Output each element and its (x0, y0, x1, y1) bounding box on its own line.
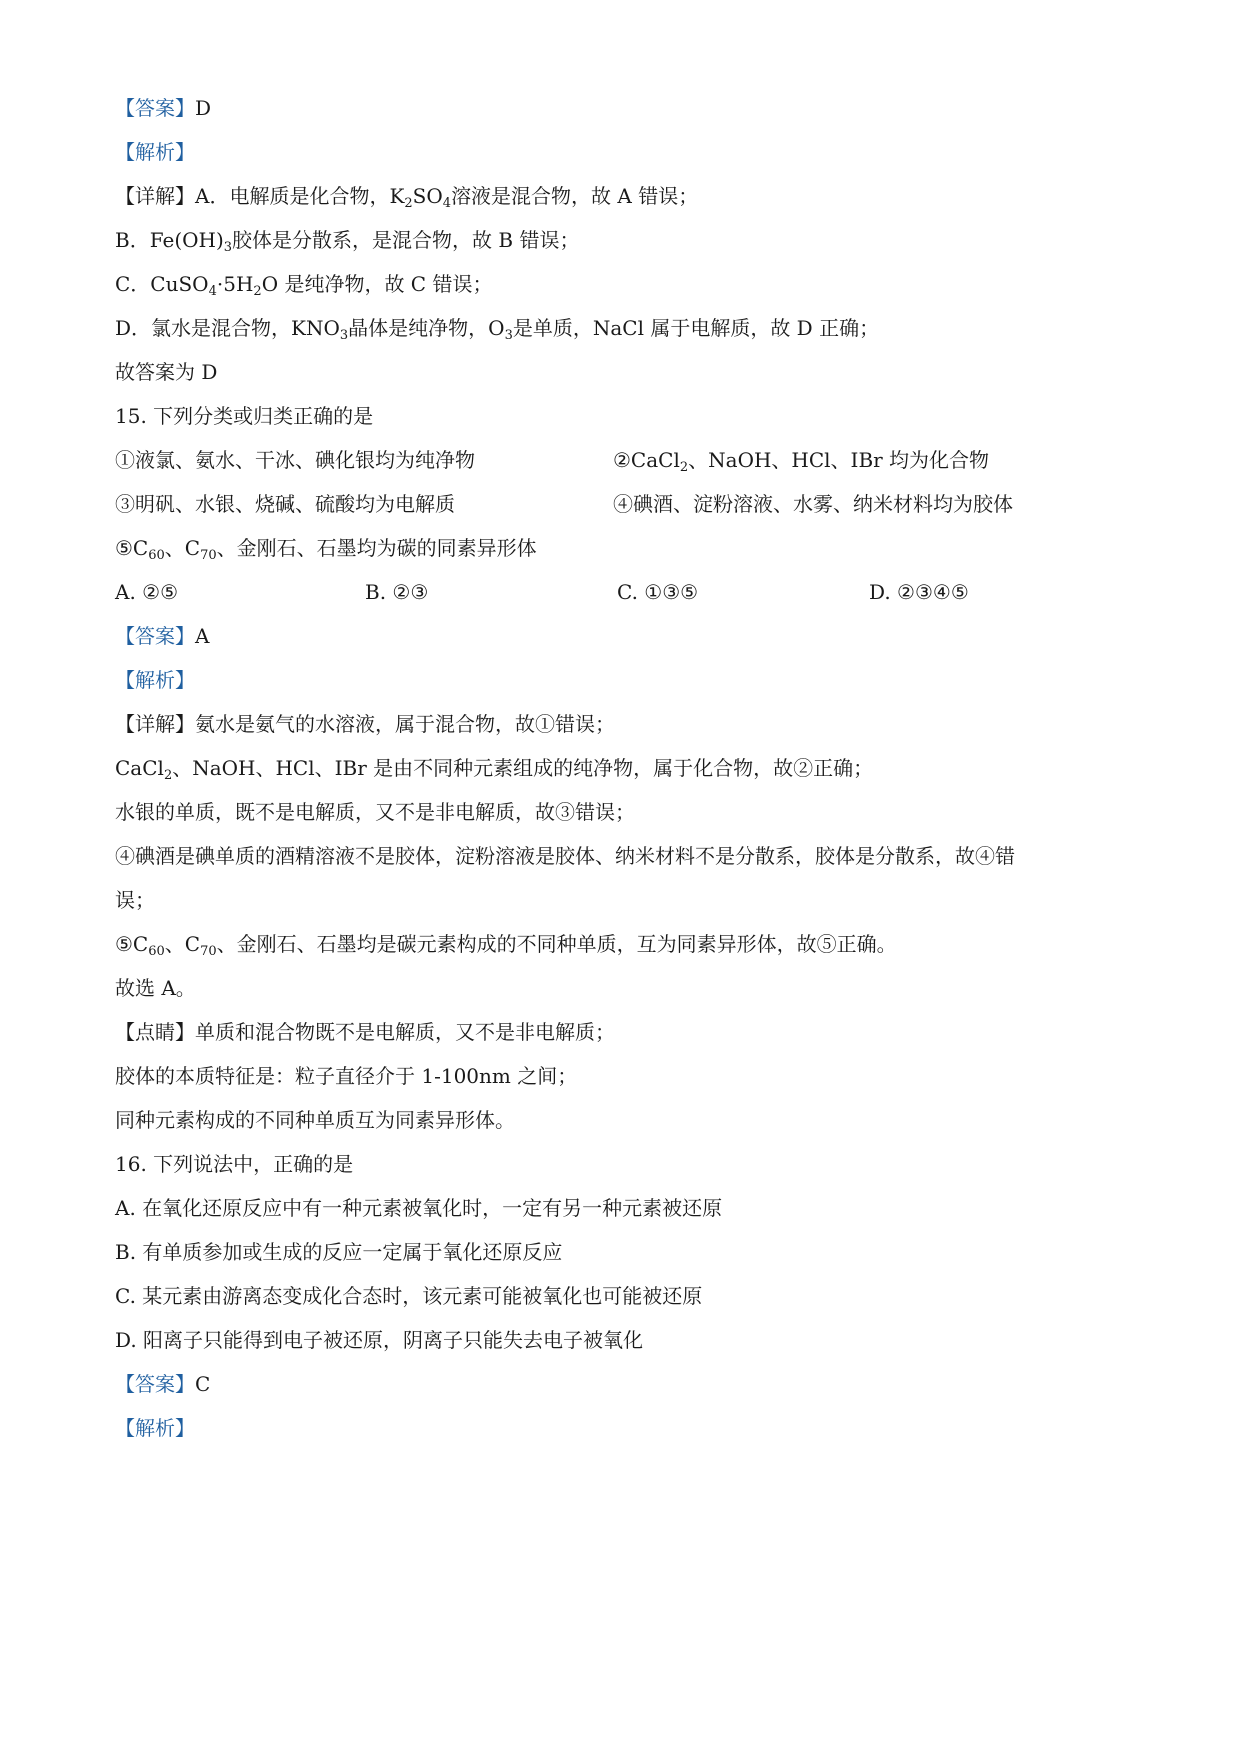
q15-detail-1: 【详解】氨水是氨气的水溶液，属于混合物，故①错误； (115, 712, 615, 736)
q15-option-d: D. ②③④⑤ (869, 580, 969, 604)
q16-answer (115, 1371, 210, 1397)
q14-analysis (115, 139, 195, 165)
detail-tag: 【详解】 (115, 184, 195, 208)
q15-analysis (115, 667, 195, 693)
q14-answer (115, 95, 211, 121)
q15-detail-2: CaCl$_2$、NaOH、HCl、IBr 是由不同种元素组成的纯净物，属于化合物，故②正确； (115, 756, 874, 783)
q15-option-a: A. ②⑤ (115, 580, 179, 604)
q15-statement-5: $⑤C_{60}$、$C_{70}$、金刚石、石墨均为碳的同素异形体 (115, 536, 537, 563)
q14-detail-b: B．$Fe(OH)_3$胶体是分散系，是混合物，故 B 错误； (115, 228, 580, 255)
analysis-tag: 【解析】 (115, 140, 195, 164)
q16-option-a: A. 在氧化还原反应中有一种元素被氧化时，一定有另一种元素被还原 (115, 1196, 723, 1220)
q15-detail-4a: ④碘酒是碘单质的酒精溶液不是胶体，淀粉溶液是胶体、纳米材料不是分散系，胶体是分散系，故④错 (115, 844, 1015, 868)
q15-detail-5: $⑤C_{60}$、$C_{70}$、金刚石、石墨均是碳元素构成的不同种单质，互为同素异形体，故⑤正确。 (115, 932, 897, 959)
q15-point-2: 胶体的本质特征是：粒子直径介于 1-100nm 之间； (115, 1064, 578, 1088)
q14-conclusion: 故答案为 D (115, 360, 218, 384)
analysis-tag: 【解析】 (115, 1416, 195, 1440)
analysis-tag: 【解析】 (115, 668, 195, 692)
answer-tag: 【答案】 (115, 624, 195, 648)
point-tag: 【点睛】 (115, 1020, 195, 1044)
q16-option-c: C. 某元素由游离态变成化合态时，该元素可能被氧化也可能被还原 (115, 1284, 703, 1308)
q15-statement-3: ③明矾、水银、烧碱、硫酸均为电解质 (115, 492, 455, 516)
q14-detail-c: C．$CuSO_4\cdot 5H_2O$ 是纯净物，故 C 错误； (115, 272, 493, 299)
q15-detail-3: 水银的单质，既不是电解质，又不是非电解质，故③错误； (115, 800, 635, 824)
q15-answer (115, 623, 209, 649)
q15-statement-1: ①液氯、氨水、干冰、碘化银均为纯净物 (115, 448, 475, 472)
q15-conclusion: 故选 A。 (115, 976, 196, 1000)
answer-value: C (195, 1372, 211, 1396)
answer-value: A (195, 624, 210, 648)
answer-value: D (195, 96, 212, 120)
q16-stem: 16. 下列说法中，正确的是 (115, 1152, 354, 1176)
q15-statement-2: ②CaCl$_2$、NaOH、HCl、IBr 均为化合物 (613, 448, 990, 475)
detail-tag: 【详解】 (115, 712, 195, 736)
q15-point-3: 同种元素构成的不同种单质互为同素异形体。 (115, 1108, 515, 1132)
q16-option-b: B. 有单质参加或生成的反应一定属于氧化还原反应 (115, 1240, 563, 1264)
q15-statement-4: ④碘酒、淀粉溶液、水雾、纳米材料均为胶体 (613, 492, 1013, 516)
q15-option-b: B. ②③ (365, 580, 429, 604)
answer-tag: 【答案】 (115, 96, 195, 120)
q15-point-1: 【点睛】单质和混合物既不是电解质，又不是非电解质； (115, 1020, 615, 1044)
q15-stem: 15. 下列分类或归类正确的是 (115, 404, 374, 428)
q15-option-c: C. ①③⑤ (617, 580, 699, 604)
q16-option-d: D. 阳离子只能得到电子被还原，阴离子只能失去电子被氧化 (115, 1328, 644, 1352)
answer-tag: 【答案】 (115, 1372, 195, 1396)
q16-analysis (115, 1415, 195, 1441)
q14-detail-a: 【详解】A．电解质是化合物，$K_2SO_4$溶液是混合物，故 A 错误； (115, 184, 699, 211)
q15-detail-4b: 误； (115, 888, 155, 912)
q14-detail-d: D．氯水是混合物，$KNO_3$晶体是纯净物，$O_3$是单质，NaCl 属于电解质，故 D 正确； (115, 316, 880, 343)
